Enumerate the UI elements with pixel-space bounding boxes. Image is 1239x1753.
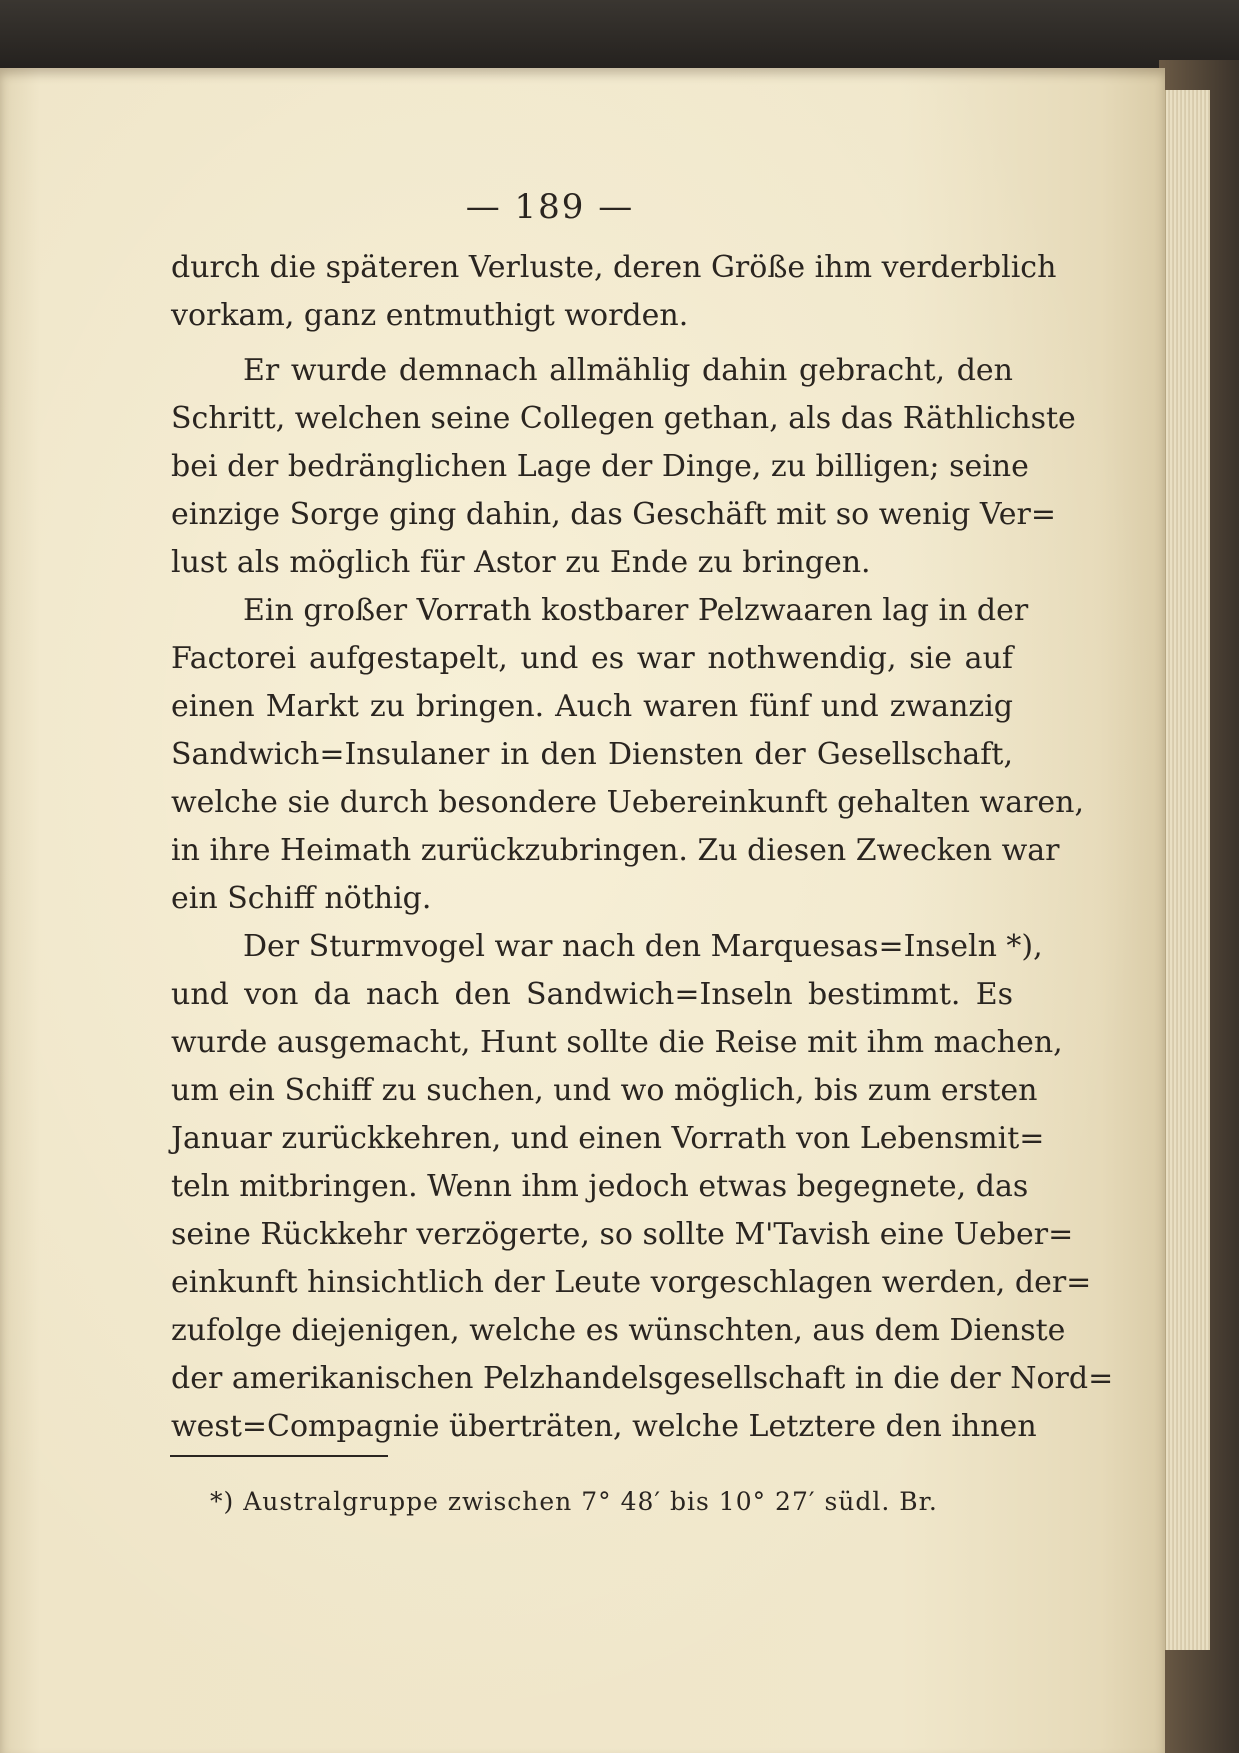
text-line: einen Markt zu bringen. Auch waren fünf und zwanzig [171, 689, 1013, 724]
text-line: zufolge diejenigen, welche es wünschten, aus dem Dienste [171, 1313, 1066, 1348]
text-line: bei der bedränglichen Lage der Dinge, zu billigen; seine [171, 449, 1029, 484]
text-line: vorkam, ganz entmuthigt worden. [171, 298, 689, 333]
text-line: lust als möglich für Astor zu Ende zu bringen. [171, 545, 871, 580]
text-line: Factorei aufgestapelt, und es war nothwendig, sie auf [171, 641, 1013, 676]
text-line: durch die späteren Verluste, deren Größe ihm verderblich [171, 250, 1057, 285]
text-line: und von da nach den Sandwich=Inseln bestimmt. Es [171, 977, 1013, 1012]
text-line: wurde ausgemacht, Hunt sollte die Reise mit ihm machen, [171, 1025, 1063, 1060]
text-line: ein Schiff nöthig. [171, 881, 432, 916]
text-line: Ein großer Vorrath kostbarer Pelzwaaren lag in der [243, 593, 1029, 628]
text-line: Schritt, welchen seine Collegen gethan, als das Räthlichste [171, 401, 1076, 436]
text-line: einkunft hinsichtlich der Leute vorgeschlagen werden, der= [171, 1265, 1092, 1300]
text-line: west=Compagnie überträten, welche Letztere den ihnen [171, 1409, 1037, 1444]
text-line: Der Sturmvogel war nach den Marquesas=Inseln *), [243, 929, 1043, 964]
book-binding [0, 0, 1239, 70]
footnote-divider [170, 1455, 388, 1457]
text-line: Er wurde demnach allmählig dahin gebracht, den [243, 353, 1013, 388]
text-line: um ein Schiff zu suchen, und wo möglich, bis zum ersten [171, 1073, 1038, 1108]
text-line: der amerikanischen Pelzhandelsgesellschaft in die der Nord= [171, 1361, 1114, 1396]
text-line: welche sie durch besondere Uebereinkunft gehalten waren, [171, 785, 1085, 820]
text-line: Januar zurückkehren, und einen Vorrath von Lebensmit= [171, 1121, 1045, 1156]
text-line: seine Rückkehr verzögerte, so sollte M'Tavish eine Ueber= [171, 1217, 1074, 1252]
text-line: einzige Sorge ging dahin, das Geschäft mit so wenig Ver= [171, 497, 1056, 532]
text-line: Sandwich=Insulaner in den Diensten der Gesellschaft, [171, 737, 1013, 772]
page-stack-edge [1165, 90, 1210, 1650]
text-line: in ihre Heimath zurückzubringen. Zu diesen Zwecken war [171, 833, 1060, 868]
page-number: — 189 — [465, 187, 635, 227]
footnote: *) Australgruppe zwischen 7° 48′ bis 10° 27′ südl. Br. [210, 1487, 938, 1516]
text-line: teln mitbringen. Wenn ihm jedoch etwas begegnete, das [171, 1169, 1029, 1204]
